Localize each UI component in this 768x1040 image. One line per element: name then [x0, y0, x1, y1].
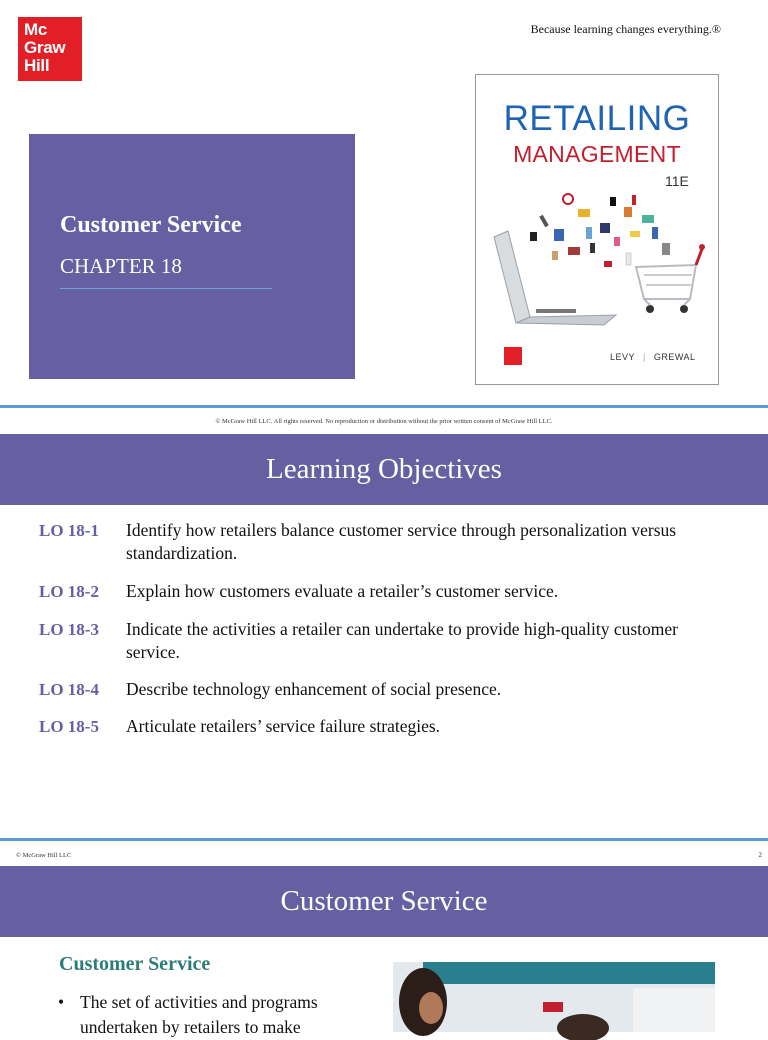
objective-text: Explain how customers evaluate a retailer’s customer service. — [126, 581, 559, 601]
photo-illustration — [393, 962, 715, 1032]
objective-text: Articulate retailers’ service failure strategies. — [126, 716, 441, 736]
cover-title-line2: MANAGEMENT — [513, 141, 681, 167]
customer-service-photo — [393, 962, 715, 1032]
objective-code: LO 18-2 — [39, 582, 99, 601]
objective-code: LO 18-1 — [39, 521, 99, 540]
chapter-label: CHAPTER 18 — [60, 254, 182, 278]
page-number: 2 — [758, 851, 762, 859]
slide-title: Customer Service — [60, 212, 242, 238]
title-box — [29, 134, 355, 379]
slide2-divider — [0, 838, 768, 841]
objective-code: LO 18-4 — [39, 680, 99, 699]
slide1-divider — [0, 405, 768, 408]
laptop-cart-illustration — [486, 187, 710, 327]
cover-publisher-logo — [504, 347, 522, 365]
objective-code: LO 18-5 — [39, 717, 99, 736]
learning-objectives-heading: Learning Objectives — [0, 434, 768, 505]
bullet-text: The set of activities and programs undertaken by retailers to make — [80, 992, 318, 1037]
cover-authors: LEVY | GREWAL — [610, 352, 696, 362]
cover-title-line1: RETAILING — [503, 99, 691, 138]
objective-text: Describe technology enhancement of social presence. — [126, 679, 502, 699]
bullet-item — [58, 990, 358, 1040]
bullet-dot: • — [58, 992, 65, 1012]
objective-code: LO 18-3 — [39, 620, 99, 639]
tagline: Because learning changes everything.® — [530, 22, 721, 36]
book-cover — [475, 74, 719, 385]
slide1-copyright: © McGraw Hill LLC. All rights reserved. No reproduction or distribution without the prior written consent of McGraw Hill LLC. — [215, 418, 553, 425]
objective-text: Identify how retailers balance customer service through personalization versus standardization. — [126, 520, 677, 563]
title-divider — [60, 288, 272, 289]
mcgraw-hill-logo: Mc Graw Hill — [18, 17, 82, 81]
cover-edition: 11E — [665, 173, 689, 189]
section-subheading: Customer Service — [59, 953, 211, 975]
title-slide — [0, 0, 768, 406]
slide2-copyright: © McGraw Hill LLC — [16, 852, 72, 859]
customer-service-heading: Customer Service — [0, 866, 768, 937]
objective-text: Indicate the activities a retailer can undertake to provide high-quality customer service. — [126, 619, 679, 662]
